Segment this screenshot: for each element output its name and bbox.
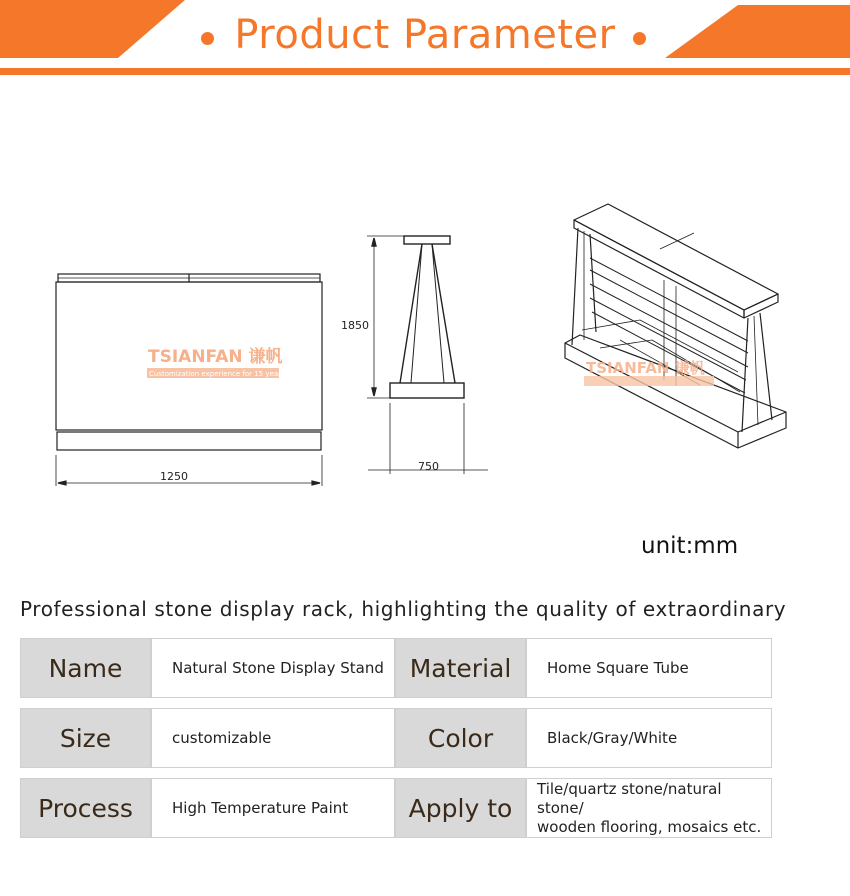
process-value: High Temperature Paint (151, 778, 395, 838)
spec-row-name (20, 638, 772, 698)
side-depth-label: 750 (418, 460, 439, 473)
apply-value-line1: Tile/quartz stone/natural stone/ (537, 779, 722, 817)
apply-key: Apply to (395, 778, 526, 838)
side-height-label: 1850 (341, 319, 369, 332)
watermark-tagline: Customization experience for 15 years (149, 370, 285, 378)
apply-value (526, 778, 772, 838)
spec-row-size (20, 708, 772, 768)
size-value: customizable (151, 708, 395, 768)
spec-row-process (20, 778, 772, 838)
color-value: Black/Gray/White (526, 708, 772, 768)
name-key: Name (20, 638, 151, 698)
watermark-brand-iso: TSIANFAN 谦帆 (586, 359, 705, 377)
isometric-view-drawing (565, 204, 786, 448)
material-value: Home Square Tube (526, 638, 772, 698)
page-title: Product Parameter (234, 12, 616, 58)
front-view-drawing (56, 274, 322, 486)
watermark-brand: TSIANFAN 谦帆 (148, 347, 283, 367)
header-banner (0, 0, 850, 78)
apply-value-line2: wooden flooring, mosaics etc. (537, 817, 762, 836)
spec-table (20, 638, 772, 848)
bullet-right-icon (633, 32, 646, 45)
name-value: Natural Stone Display Stand (151, 638, 395, 698)
front-width-label: 1250 (160, 470, 188, 483)
material-key: Material (395, 638, 526, 698)
size-key: Size (20, 708, 151, 768)
unit-label: unit:mm (641, 533, 739, 559)
process-key: Process (20, 778, 151, 838)
watermark-band-iso (584, 376, 714, 386)
technical-drawings (0, 80, 850, 570)
tagline: Professional stone display rack, highlighting the quality of extraordinary (20, 597, 787, 621)
side-view-drawing (367, 236, 488, 474)
color-key: Color (395, 708, 526, 768)
